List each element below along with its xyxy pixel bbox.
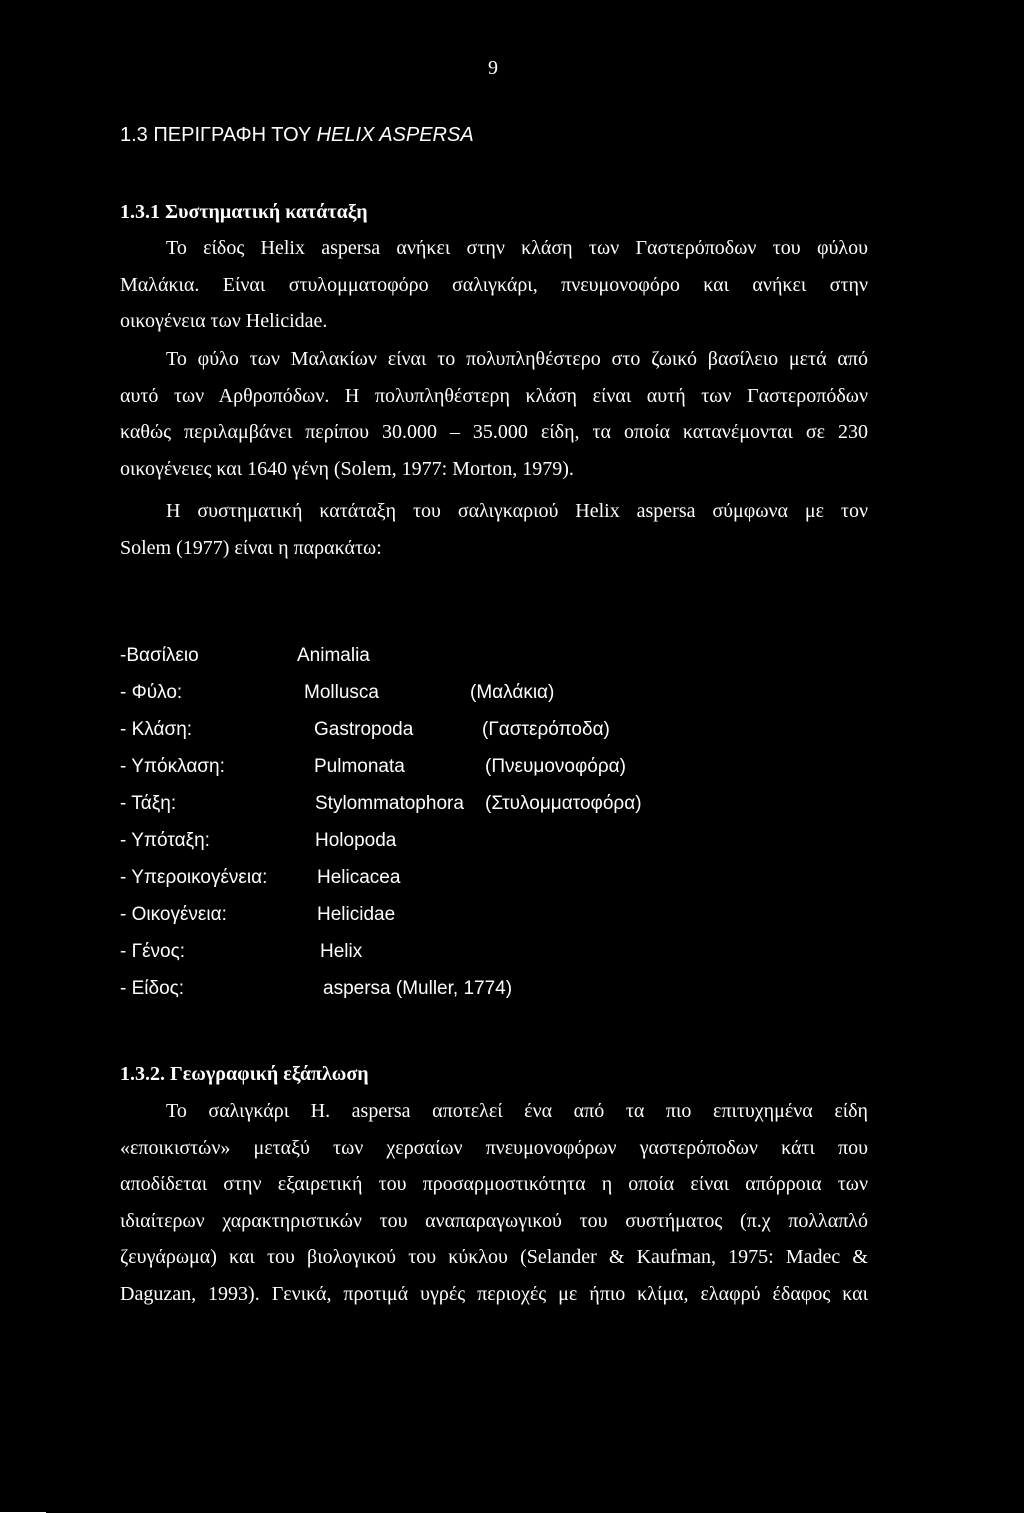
taxonomy-name: Animalia — [297, 645, 370, 666]
taxonomy-name: Mollusca — [304, 682, 379, 703]
page-number: 9 — [488, 57, 498, 79]
paragraph-line: Το είδος Helix aspersa ανήκει στην κλάση των Γαστερόποδων του φύλου — [166, 237, 868, 259]
paragraph-line: Η συστηματική κατάταξη του σαλιγκαριού Helix aspersa σύμφωνα με τον — [166, 500, 868, 522]
paragraph-line: οικογένειες και 1640 γένη (Solem, 1977: Morton, 1979). — [120, 457, 574, 480]
taxonomy-rank: - Γένος: — [120, 941, 186, 962]
taxonomy-name: Helicidae — [317, 904, 396, 925]
paragraph-mollusca — [120, 341, 868, 487]
section-heading-species: HELIX ASPERSA — [316, 124, 474, 146]
paragraph-line: ζευγάρωμα) και του βιολογικού του κύκλου (Selander & Kaufman, 1975: Madec & — [120, 1246, 868, 1268]
taxonomy-rank: -Βασίλειο — [120, 645, 199, 666]
paragraph-line: Solem (1977) είναι η παρακάτω: — [120, 536, 382, 559]
taxonomy-rank: - Οικογένεια: — [120, 904, 227, 925]
subsection-title: 1.3.1 Συστηματική κατάταξη — [120, 201, 368, 223]
taxonomy-rank: - Είδος: — [120, 978, 185, 999]
taxonomy-rank: - Τάξη: — [120, 793, 177, 814]
section-heading — [120, 124, 474, 147]
taxonomy-rank: - Υπόταξη: — [120, 830, 210, 851]
paragraph-line: Το σαλιγκάρι Η. aspersa αποτελεί ένα από τα πιο επιτυχημένα είδη — [166, 1100, 868, 1122]
paragraph-line: ιδιαίτερων χαρακτηριστικών του αναπαραγωγικού του συστήματος (π.χ πολλαπλό — [120, 1209, 868, 1232]
taxonomy-greek: (Γαστερόποδα) — [482, 719, 610, 740]
taxonomy-greek: (Πνευμονοφόρα) — [485, 756, 626, 777]
taxonomy-greek: (Μαλάκια) — [470, 682, 555, 703]
taxonomy-name: Helix — [320, 941, 363, 962]
taxonomy-rank: - Φύλο: — [120, 682, 183, 703]
paragraph-distribution — [120, 1093, 868, 1312]
taxonomy-name: Gastropoda — [314, 719, 414, 740]
paragraph-line: Daguzan, 1993). Γενικά, προτιμά υγρές περιοχές με ήπιο κλίμα, ελαφρύ έδαφος και — [120, 1282, 868, 1305]
taxonomy-rank: - Υπόκλαση: — [120, 756, 225, 777]
subsection-title-distribution: 1.3.2. Γεωγραφική εξάπλωση — [120, 1063, 369, 1085]
taxonomy-name: Stylommatophora — [315, 793, 464, 814]
taxonomy-greek: (Στυλομματοφόρα) — [485, 793, 642, 814]
taxonomy-name: Holopoda — [315, 830, 397, 851]
paragraph-line: αποδίδεται στην εξαιρετική του προσαρμοστικότητα η οποία είναι απόρροια των — [120, 1173, 868, 1195]
paragraph-line: καθώς περιλαμβάνει περίπου 30.000 – 35.000 είδη, τα οποία κατανέμονται σε 230 — [120, 421, 868, 443]
taxonomy-rank: - Υπεροικογένεια: — [120, 867, 268, 888]
section-heading-prefix: 1.3 ΠΕΡΙΓΡΑΦΗ ΤΟΥ — [120, 124, 317, 146]
taxonomy-name: Helicacea — [317, 867, 401, 888]
paragraph-classification — [120, 493, 868, 566]
paragraph-line: Μαλάκια. Είναι στυλομματοφόρο σαλιγκάρι, πνευμονοφόρο και ανήκει στην — [120, 273, 868, 296]
taxonomy-name: Pulmonata — [314, 756, 405, 777]
taxonomy-name: aspersa (Muller, 1774) — [323, 978, 513, 999]
taxonomy-table — [120, 645, 720, 1025]
paragraph-line: Το φύλο των Μαλακίων είναι το πολυπληθέστερο στο ζωικό βασίλειο μετά από — [166, 348, 868, 370]
taxonomy-rank: - Κλάση: — [120, 719, 193, 740]
paragraph-line: αυτό των Αρθροπόδων. Η πολυπληθέστερη κλάση είναι αυτή των Γαστεροπόδων — [120, 384, 868, 407]
paragraph-line: «εποικιστών» μεταξύ των χερσαίων πνευμονοφόρων γαστερόποδων κάτι που — [120, 1136, 868, 1159]
paragraph-intro — [120, 230, 868, 340]
paragraph-line: οικογένεια των Helicidae. — [120, 310, 328, 332]
